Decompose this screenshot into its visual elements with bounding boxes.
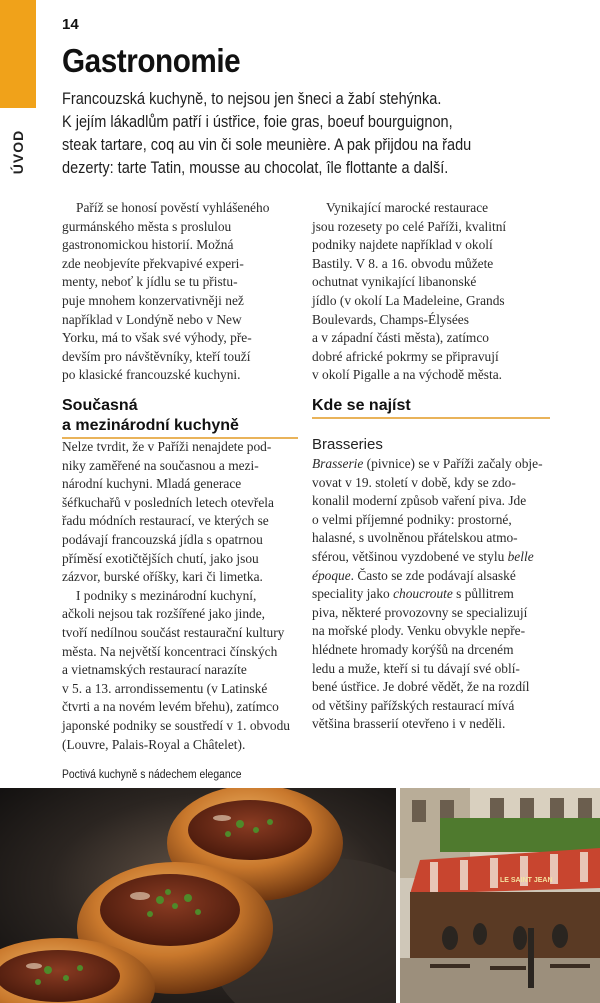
text-line [312,548,543,567]
photo-caption: Poctivá kuchyně s nádechem elegance [62,769,242,781]
accent-tab [0,0,36,108]
text-line: po klasické francouzské kuchyni. [62,367,241,383]
text-line [312,641,543,660]
lead-line: steak tartare, coq au vin či sole meunière. A pak přijdou na řadu [62,136,472,154]
lead-line: dezerty: tarte Tatin, mousse au chocolat, île flottante a další. [62,159,449,177]
text-line: tvoří nedílnou součást restaurační kultury [62,624,285,640]
text-line: řadu módních restaurací, ve kterých se [62,513,269,529]
text-run: piva, některé provozovny se specializují [312,604,528,620]
text-line: zázvor, burské oříšky, kari či limetka. [62,569,263,585]
lead-line: K jejím lákadlům patří i ústřice, foie gras, boeuf bourguignon, [62,113,453,131]
text-line: města. Na největší koncentraci čínských [62,643,278,659]
text-line: a v západní části města), zatímco [312,330,489,346]
lead-paragraph [62,88,555,180]
text-run: sférou, většinou vyzdobené ve stylu [312,548,508,564]
text-line: národní kuchyni. Mladá generace [62,476,242,492]
text-line: niky zaměřené na současnou a mezi- [62,457,259,473]
text-line [312,529,543,548]
italic-term: choucroute [393,586,453,602]
text-line: podávají francouzská jídla s opatrnou [62,531,263,547]
text-run: hlédnete hromady korýšů na drceném [312,641,514,657]
text-line [312,622,543,641]
text-line: Yorku, má to však své výhody, pře- [62,330,252,346]
text-line [312,697,543,716]
text-line: jsou rozesety po celé Paříži, kvalitní [312,218,507,234]
text-run: o velmi příjemné podniky: prostorné, [312,511,512,527]
stuffed-potatoes-photo [0,788,396,1003]
text-line: v okolí Pigalle a na východě města. [312,367,503,383]
text-line: příměsí exotičtějších chutí, jako jsou [62,550,259,566]
heading-line: a mezinárodní kuchyně [62,417,239,434]
text-line [312,492,543,511]
text-line: Bastily. V 8. a 16. obvodu můžete [312,255,494,271]
heading-line: Současná [62,397,138,414]
right-intro-paragraph [312,199,506,385]
page-number: 14 [62,16,79,33]
text-line: puje mnohem konzervativněji než [62,292,244,308]
brasserie-terrace-photo [400,788,600,1003]
text-run: konalil moderní způsob vaření piva. Jde [312,493,527,509]
text-line: I podniky s mezinárodní kuchyní, [76,587,257,603]
text-line [312,678,543,697]
text-run: (pivnice) se v Paříži začaly obje- [363,456,543,471]
text-run: na mořské plody. Venku obvykle nepře- [312,623,526,639]
text-line: Nelze tvrdit, že v Paříži nenajdete pod- [62,439,272,454]
text-line [312,511,543,530]
brasseries-paragraph [312,455,543,734]
text-line: japonské podniky se soustředí v 1. obvodu [62,717,290,733]
text-line [312,660,543,679]
text-line: ačkoli nejsou tak rozšířené jako jinde, [62,606,266,622]
text-line: (Louvre, Palais-Royal a Châtelet). [62,736,246,752]
text-line: Boulevards, Champs-Élysées [312,311,469,327]
text-line [312,585,543,604]
text-line: menty, neboť k jídlu se tu přistu- [62,274,238,290]
text-line: Paříž se honosí pověstí vyhlášeného [76,200,270,215]
text-run: vovat v 19. století v době, kdy se zdo- [312,474,516,490]
text-line [312,604,543,623]
contemporary-cuisine-paragraph [62,438,290,754]
section-heading: Kde se najíst [312,397,411,414]
section-label: ÚVOD [10,129,26,175]
text-line: dobré africké pokrmy se připravují [312,348,499,364]
text-line: ochutnat vynikající libanonské [312,274,477,290]
text-line: zde neobjevíte překvapivé experi- [62,255,244,271]
heading-underline [312,417,550,419]
text-run: . Často se zde podávají alsaské [350,567,516,583]
italic-term: Brasserie [312,456,364,471]
text-run: bené ústřice. Je dobré vědět, že na rozdíl [312,679,530,695]
italic-term: époque [312,567,351,583]
left-intro-paragraph [62,199,269,385]
text-line [312,455,543,474]
lead-line: Francouzská kuchyně, to nejsou jen šneci a žabí stehýnka. [62,90,442,108]
text-line: Vynikající marocké restaurace [326,200,489,215]
text-line: gurmánského města s proslulou [62,218,232,234]
subheading: Brasseries [312,436,383,453]
text-run: od většiny pařížských restaurací mívá [312,697,515,713]
page-title: Gastronomie [62,42,241,79]
text-line: čtvrti a na novém levém břehu), zatímco [62,699,279,715]
awning-sign: LE SAINT JEAN [500,877,553,884]
text-line: podniky najdete například v okolí [312,237,493,253]
text-line: devším pro návštěvníky, kteří touží [62,348,251,364]
section-heading [62,396,239,436]
text-run: s půllitrem [452,586,514,602]
text-line: například v Londýně nebo v New [62,311,242,327]
text-run: ledu a muže, kteří si tu dávají své oblí- [312,660,520,676]
text-run: většina brasserií otevřeno i v neděli. [312,716,506,732]
text-run: speciality jako [312,586,394,602]
text-line [312,715,543,734]
brasserie-photo [400,788,600,1003]
text-line: v 5. a 13. arrondissementu (v Latinské [62,680,268,696]
text-run: halasné, s uvolněnou přátelskou atmo- [312,530,518,546]
text-line: jídlo (v okolí La Madeleine, Grands [312,292,505,308]
text-line: a vietnamských restaurací narazíte [62,662,247,678]
food-photo [0,788,396,1003]
text-line: gastronomickou historií. Možná [62,237,234,253]
text-line: šéfkuchařů v posledních letech otevřela [62,494,274,510]
text-line [312,474,543,493]
italic-term: belle [507,548,534,564]
text-line [312,567,543,586]
